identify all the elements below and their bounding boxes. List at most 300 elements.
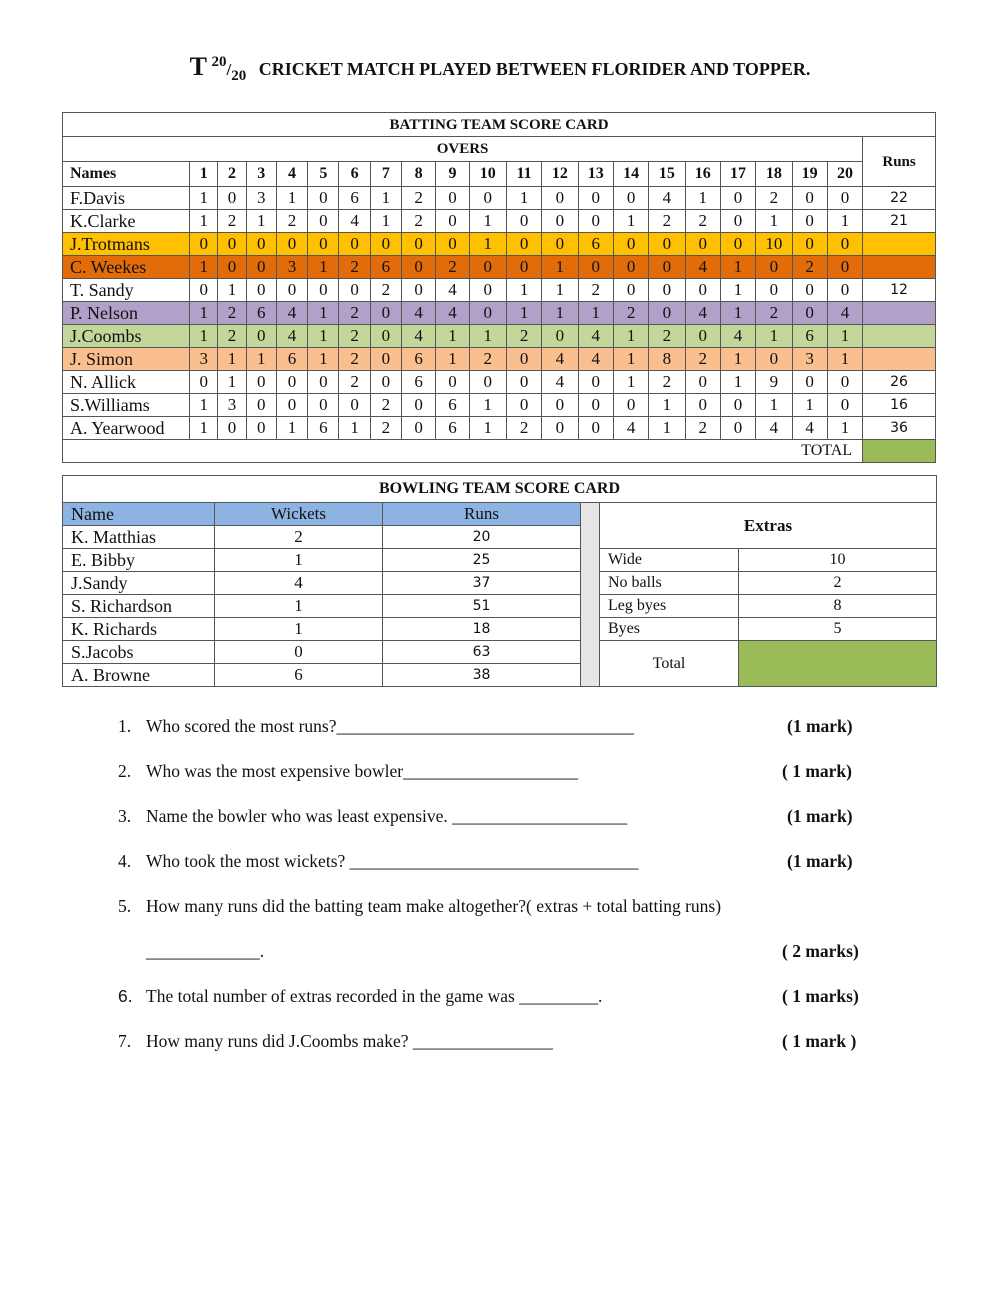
over-score: 0 [370, 302, 401, 325]
over-score: 2 [649, 325, 685, 348]
bowler-wickets: 4 [215, 572, 383, 595]
over-score: 0 [685, 371, 720, 394]
over-score: 0 [649, 256, 685, 279]
over-score: 2 [649, 210, 685, 233]
batsman-runs: 26 [863, 371, 936, 394]
over-score: 0 [246, 233, 276, 256]
over-score: 0 [218, 233, 246, 256]
bowler-wickets: 1 [215, 549, 383, 572]
over-score: 0 [339, 279, 370, 302]
over-score: 2 [218, 325, 246, 348]
over-header: 2 [218, 162, 246, 187]
over-score: 6 [402, 348, 436, 371]
over-score: 0 [792, 371, 827, 394]
bowling-row [63, 595, 937, 618]
over-score: 4 [276, 325, 307, 348]
over-score: 0 [436, 210, 469, 233]
over-score: 0 [613, 233, 648, 256]
over-score: 4 [756, 417, 792, 440]
over-score: 10 [756, 233, 792, 256]
over-header: 3 [246, 162, 276, 187]
over-score: 1 [827, 325, 862, 348]
over-score: 0 [578, 394, 613, 417]
over-header: 7 [370, 162, 401, 187]
over-score: 2 [792, 256, 827, 279]
over-score: 1 [613, 348, 648, 371]
bowling-title: BOWLING TEAM SCORE CARD [63, 476, 937, 503]
over-header: 10 [469, 162, 506, 187]
over-score: 0 [720, 394, 755, 417]
over-score: 0 [720, 233, 755, 256]
over-score: 1 [246, 210, 276, 233]
over-score: 4 [436, 302, 469, 325]
question-number: 3. [118, 806, 132, 826]
over-score: 1 [218, 348, 246, 371]
over-score: 0 [246, 417, 276, 440]
question-text: _____________. [146, 941, 265, 961]
over-score: 0 [542, 394, 578, 417]
over-score: 1 [276, 187, 307, 210]
over-header: 6 [339, 162, 370, 187]
over-score: 1 [756, 394, 792, 417]
over-score: 1 [190, 417, 218, 440]
over-score: 6 [246, 302, 276, 325]
over-score: 0 [613, 256, 648, 279]
over-score: 0 [506, 233, 541, 256]
extras-total-label: Total [600, 641, 739, 687]
bowling-runs-header: Runs [383, 503, 581, 526]
extra-value: 5 [739, 618, 937, 641]
over-score: 2 [402, 210, 436, 233]
over-score: 2 [469, 348, 506, 371]
over-score: 0 [246, 325, 276, 348]
over-score: 0 [308, 371, 339, 394]
over-score: 1 [370, 187, 401, 210]
extras-total-value [739, 641, 937, 687]
batsman-runs: 16 [863, 394, 936, 417]
bowler-runs: 38 [383, 664, 581, 687]
bowler-runs: 20 [383, 526, 581, 549]
over-score: 1 [469, 325, 506, 348]
over-score: 1 [308, 348, 339, 371]
over-score: 1 [506, 187, 541, 210]
extra-value: 10 [739, 549, 937, 572]
over-score: 0 [578, 187, 613, 210]
batsman-name: J.Coombs [63, 325, 190, 348]
over-score: 1 [339, 417, 370, 440]
question [118, 761, 578, 782]
over-score: 1 [827, 210, 862, 233]
question-text: Name the bowler who was least expensive. ____________________ [146, 806, 628, 826]
over-score: 1 [190, 394, 218, 417]
over-score: 0 [649, 279, 685, 302]
over-score: 1 [613, 325, 648, 348]
over-score: 2 [578, 279, 613, 302]
over-score: 0 [469, 187, 506, 210]
bowler-name: E. Bibby [63, 549, 215, 572]
over-score: 4 [578, 325, 613, 348]
over-score: 0 [246, 371, 276, 394]
over-score: 2 [218, 302, 246, 325]
over-score: 0 [792, 302, 827, 325]
over-score: 1 [370, 210, 401, 233]
over-score: 0 [542, 233, 578, 256]
over-score: 0 [308, 187, 339, 210]
over-score: 4 [613, 417, 648, 440]
over-score: 0 [792, 233, 827, 256]
question-text: The total number of extras recorded in the game was _________. [146, 986, 603, 1006]
extra-name: Leg byes [600, 595, 739, 618]
over-score: 0 [276, 279, 307, 302]
over-score: 1 [542, 302, 578, 325]
over-score: 0 [506, 371, 541, 394]
over-score: 4 [827, 302, 862, 325]
over-score: 0 [720, 187, 755, 210]
bowling-header-row [63, 503, 937, 526]
over-header: 5 [308, 162, 339, 187]
question-mark: (1 mark) [787, 806, 853, 826]
question [118, 1031, 553, 1052]
over-score: 1 [613, 371, 648, 394]
over-score: 0 [190, 279, 218, 302]
over-header: 9 [436, 162, 469, 187]
over-score: 0 [276, 371, 307, 394]
batting-row [63, 210, 936, 233]
over-score: 1 [720, 371, 755, 394]
over-score: 1 [190, 256, 218, 279]
batsman-runs: 21 [863, 210, 936, 233]
batting-title: BATTING TEAM SCORE CARD [63, 113, 936, 137]
over-score: 3 [246, 187, 276, 210]
batting-row [63, 302, 936, 325]
over-score: 0 [506, 210, 541, 233]
over-header: 12 [542, 162, 578, 187]
batsman-runs [863, 302, 936, 325]
over-score: 1 [506, 279, 541, 302]
over-score: 0 [685, 325, 720, 348]
over-score: 1 [613, 210, 648, 233]
over-score: 2 [402, 187, 436, 210]
question-text: How many runs did the batting team make altogether?( extras + total batting runs) [146, 896, 722, 916]
over-score: 0 [827, 394, 862, 417]
over-score: 0 [246, 256, 276, 279]
over-score: 0 [218, 256, 246, 279]
over-score: 0 [506, 256, 541, 279]
over-score: 0 [469, 256, 506, 279]
over-score: 0 [542, 187, 578, 210]
over-score: 0 [756, 348, 792, 371]
over-score: 3 [190, 348, 218, 371]
bowler-runs: 18 [383, 618, 581, 641]
over-score: 1 [218, 279, 246, 302]
over-score: 0 [308, 279, 339, 302]
question-number: 4. [118, 851, 132, 871]
over-score: 3 [218, 394, 246, 417]
bowler-name: K. Matthias [63, 526, 215, 549]
over-score: 9 [756, 371, 792, 394]
question-mark: ( 2 marks) [782, 941, 859, 961]
bowling-row [63, 641, 937, 664]
over-score: 1 [756, 325, 792, 348]
question-number: 6. [118, 986, 133, 1006]
over-score: 4 [649, 187, 685, 210]
batsman-runs [863, 325, 936, 348]
question-text: Who took the most wickets? _________________________________ [146, 851, 639, 871]
over-score: 1 [190, 210, 218, 233]
over-score: 0 [506, 394, 541, 417]
over-score: 0 [402, 417, 436, 440]
extra-name: No balls [600, 572, 739, 595]
extra-name: Byes [600, 618, 739, 641]
question [146, 941, 264, 962]
over-score: 1 [436, 348, 469, 371]
title-fraction: $^{20}/_{20}$ [211, 54, 247, 84]
batting-row [63, 233, 936, 256]
question-number: 2. [118, 761, 132, 781]
over-score: 0 [402, 279, 436, 302]
batsman-name: K.Clarke [63, 210, 190, 233]
over-score: 4 [720, 325, 755, 348]
bowler-name-header: Name [63, 503, 215, 526]
over-header: 1 [190, 162, 218, 187]
over-score: 4 [276, 302, 307, 325]
over-score: 2 [218, 210, 246, 233]
over-header: 20 [827, 162, 862, 187]
over-score: 0 [402, 256, 436, 279]
extra-value: 2 [739, 572, 937, 595]
over-header: 8 [402, 162, 436, 187]
over-score: 6 [436, 394, 469, 417]
over-score: 0 [685, 279, 720, 302]
over-score: 1 [542, 256, 578, 279]
over-score: 1 [685, 187, 720, 210]
bowler-wickets: 2 [215, 526, 383, 549]
over-score: 2 [370, 279, 401, 302]
over-score: 0 [436, 187, 469, 210]
question [118, 896, 721, 917]
over-header: 11 [506, 162, 541, 187]
total-value-cell [863, 440, 936, 463]
over-score: 6 [276, 348, 307, 371]
over-score: 6 [370, 256, 401, 279]
over-score: 0 [613, 187, 648, 210]
question [118, 716, 634, 737]
over-header: 13 [578, 162, 613, 187]
over-score: 0 [276, 233, 307, 256]
over-score: 0 [308, 233, 339, 256]
over-score: 0 [469, 279, 506, 302]
over-score: 3 [276, 256, 307, 279]
overs-label: OVERS [63, 137, 863, 162]
over-score: 6 [308, 417, 339, 440]
over-score: 0 [190, 371, 218, 394]
batting-score-card [62, 112, 936, 463]
over-score: 0 [578, 210, 613, 233]
bowling-row [63, 572, 937, 595]
batsman-name: F.Davis [63, 187, 190, 210]
over-score: 0 [827, 187, 862, 210]
over-score: 6 [402, 371, 436, 394]
over-score: 0 [578, 417, 613, 440]
over-score: 4 [685, 256, 720, 279]
over-score: 6 [436, 417, 469, 440]
over-score: 0 [720, 210, 755, 233]
wickets-header: Wickets [215, 503, 383, 526]
bowling-row [63, 549, 937, 572]
batsman-runs [863, 233, 936, 256]
over-score: 1 [827, 417, 862, 440]
over-score: 0 [649, 233, 685, 256]
over-score: 0 [276, 394, 307, 417]
over-score: 0 [218, 187, 246, 210]
batsman-name: T. Sandy [63, 279, 190, 302]
over-score: 0 [613, 279, 648, 302]
over-score: 3 [792, 348, 827, 371]
over-score: 1 [506, 302, 541, 325]
batting-row [63, 394, 936, 417]
over-score: 0 [436, 371, 469, 394]
over-score: 0 [506, 348, 541, 371]
over-score: 1 [720, 279, 755, 302]
question-mark: ( 1 mark ) [782, 1031, 857, 1051]
question-mark: (1 mark) [787, 851, 853, 871]
over-score: 0 [246, 394, 276, 417]
question-text: Who was the most expensive bowler____________________ [146, 761, 579, 781]
bowler-name: J.Sandy [63, 572, 215, 595]
question-number: 1. [118, 716, 132, 736]
over-score: 0 [720, 417, 755, 440]
over-score: 1 [649, 394, 685, 417]
over-score: 0 [542, 417, 578, 440]
batting-row [63, 256, 936, 279]
batting-row [63, 417, 936, 440]
bowler-wickets: 1 [215, 618, 383, 641]
over-score: 4 [792, 417, 827, 440]
over-score: 2 [506, 417, 541, 440]
over-header: 19 [792, 162, 827, 187]
question-mark: (1 mark) [787, 716, 853, 736]
batsman-name: S.Williams [63, 394, 190, 417]
over-score: 4 [542, 371, 578, 394]
over-header: 18 [756, 162, 792, 187]
over-score: 1 [827, 348, 862, 371]
over-score: 0 [792, 187, 827, 210]
over-score: 6 [578, 233, 613, 256]
over-score: 0 [339, 233, 370, 256]
over-score: 2 [756, 302, 792, 325]
bowler-wickets: 6 [215, 664, 383, 687]
over-score: 1 [190, 325, 218, 348]
page-title [0, 52, 1000, 85]
batting-row [63, 279, 936, 302]
question-number: 5. [118, 896, 132, 916]
over-score: 2 [339, 348, 370, 371]
fraction-denominator: 20 [231, 68, 247, 84]
over-score: 1 [190, 187, 218, 210]
fraction-numerator: 20 [211, 54, 227, 70]
over-score: 1 [246, 348, 276, 371]
over-header: 17 [720, 162, 755, 187]
over-score: 4 [578, 348, 613, 371]
over-header: 16 [685, 162, 720, 187]
question [118, 851, 638, 872]
batsman-name: P. Nelson [63, 302, 190, 325]
over-score: 2 [685, 210, 720, 233]
over-score: 4 [339, 210, 370, 233]
over-score: 4 [685, 302, 720, 325]
over-score: 0 [308, 394, 339, 417]
bowler-wickets: 1 [215, 595, 383, 618]
over-score: 0 [469, 302, 506, 325]
over-score: 0 [370, 233, 401, 256]
over-score: 2 [339, 371, 370, 394]
batsman-runs [863, 256, 936, 279]
over-score: 2 [649, 371, 685, 394]
over-score: 0 [756, 279, 792, 302]
over-score: 1 [578, 302, 613, 325]
over-score: 0 [308, 210, 339, 233]
over-score: 1 [792, 394, 827, 417]
over-score: 1 [218, 371, 246, 394]
over-score: 2 [506, 325, 541, 348]
over-score: 1 [308, 325, 339, 348]
over-score: 0 [613, 394, 648, 417]
over-header: 4 [276, 162, 307, 187]
over-score: 0 [685, 394, 720, 417]
column-gap [581, 503, 600, 687]
over-header: 15 [649, 162, 685, 187]
over-score: 1 [469, 210, 506, 233]
over-score: 0 [827, 371, 862, 394]
over-score: 4 [402, 325, 436, 348]
over-score: 0 [218, 417, 246, 440]
over-score: 0 [578, 371, 613, 394]
batsman-name: N. Allick [63, 371, 190, 394]
over-score: 1 [469, 233, 506, 256]
over-score: 0 [402, 394, 436, 417]
batting-row [63, 325, 936, 348]
bowler-name: S. Richardson [63, 595, 215, 618]
bowler-runs: 63 [383, 641, 581, 664]
batting-row [63, 187, 936, 210]
bowler-runs: 37 [383, 572, 581, 595]
question-text: How many runs did J.Coombs make? ________________ [146, 1031, 553, 1051]
over-score: 8 [649, 348, 685, 371]
question-text: Who scored the most runs?__________________________________ [146, 716, 635, 736]
over-score: 1 [756, 210, 792, 233]
over-score: 1 [649, 417, 685, 440]
bowler-runs: 51 [383, 595, 581, 618]
over-score: 0 [246, 279, 276, 302]
over-score: 2 [370, 417, 401, 440]
over-score: 0 [190, 233, 218, 256]
over-score: 0 [402, 233, 436, 256]
question-number: 7. [118, 1031, 132, 1051]
over-score: 0 [542, 325, 578, 348]
over-score: 0 [370, 325, 401, 348]
batsman-name: J. Simon [63, 348, 190, 371]
over-score: 2 [613, 302, 648, 325]
over-score: 0 [792, 279, 827, 302]
question-mark: ( 1 marks) [782, 986, 859, 1006]
over-header: 14 [613, 162, 648, 187]
batsman-runs: 36 [863, 417, 936, 440]
over-score: 4 [542, 348, 578, 371]
over-score: 2 [339, 256, 370, 279]
batsman-name: A. Yearwood [63, 417, 190, 440]
over-score: 2 [339, 325, 370, 348]
over-score: 2 [685, 417, 720, 440]
